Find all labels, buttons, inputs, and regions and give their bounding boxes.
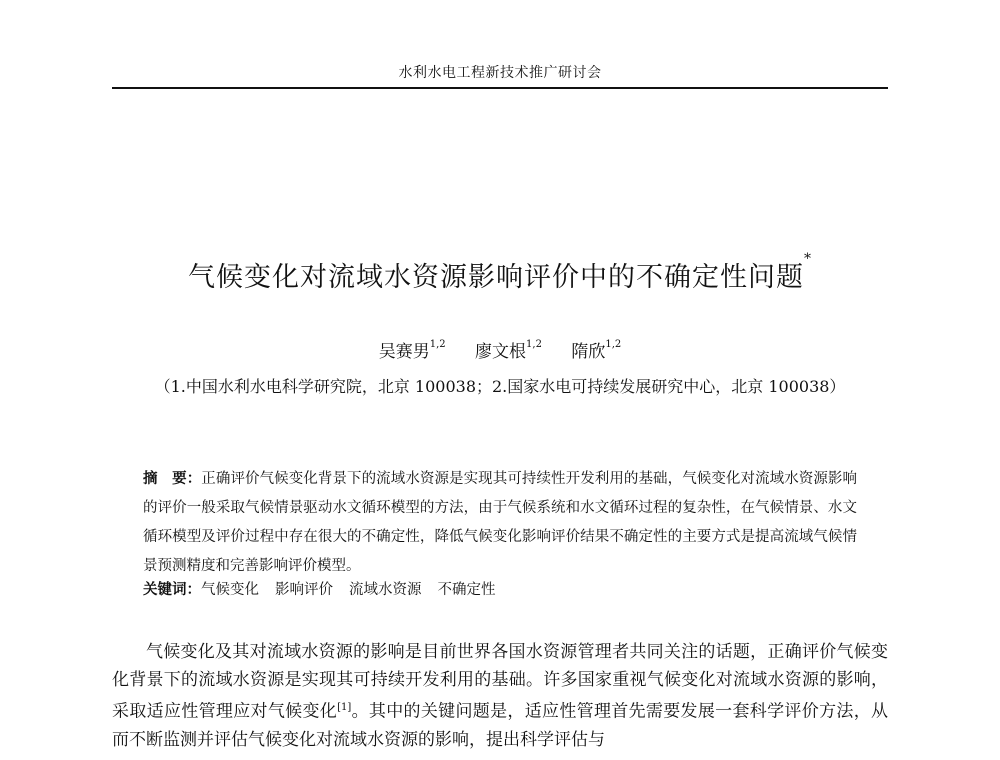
author-1 — [379, 337, 446, 362]
keyword: 影响评价 — [275, 582, 333, 598]
author-name: 隋欣 — [571, 342, 606, 362]
author-affiliation-mark: 1,2 — [429, 339, 446, 351]
author-affiliation-mark: 1,2 — [526, 339, 542, 351]
keyword: 不确定性 — [437, 582, 496, 598]
running-header: 水利水电工程新技术推广研讨会 — [398, 65, 602, 81]
author-name: 廖文根 — [475, 342, 527, 362]
header-rule — [112, 87, 888, 89]
author-2 — [475, 337, 542, 362]
body-paragraph — [112, 638, 888, 754]
keyword: 流域水资源 — [349, 582, 422, 598]
keyword: 气候变化 — [201, 582, 259, 598]
keywords — [143, 578, 857, 599]
paper-title — [0, 251, 1000, 294]
title-text: 气候变化对流域水资源影响评价中的不确定性问题 — [188, 262, 804, 293]
body-text-part1: 气候变化及其对流域水资源的影响是目前世界各国水资源管理者共同关注的话题，正确评价气候变化背景下的流域水资源是实现其可持续开发利用的基础。许多国家重视气候变化对流域水资源的影响，采取适应性管理应对气候变化 — [112, 642, 888, 722]
author-affiliation-mark: 1,2 — [605, 339, 622, 351]
keywords-label: 关键词： — [143, 581, 201, 598]
abstract — [143, 464, 857, 581]
abstract-text: 正确评价气候变化背景下的流域水资源是实现其可持续性开发利用的基础，气候变化对流域水资源影响的评价一般采取气候情景驱动水文循环模型的方法，由于气候系统和水文循环过程的复杂性，在气候情景、水文循环模型及评价过程中存在很大的不确定性，降低气候变化影响评价结果不确定性的主要方式是提高流域气候情景预测精度和完善影响评价模型。 — [143, 471, 858, 574]
body-text-part2: 。其中的关键问题是，适应性管理首先需要发展一套科学评价方法，从而不断监测并评估气候变化对流域水资源的影响，提出科学评估与 — [112, 701, 889, 750]
abstract-label: 摘 要： — [143, 470, 202, 487]
author-3 — [571, 337, 621, 362]
author-name: 吴赛男 — [378, 342, 430, 362]
affiliation: （1.中国水利水电科学研究院，北京 100038；2.国家水电可持续发展研究中心，北京 100038） — [154, 377, 846, 396]
author-list — [0, 337, 1000, 362]
citation-reference: [1] — [337, 702, 352, 713]
title-footnote-mark: * — [804, 251, 812, 267]
